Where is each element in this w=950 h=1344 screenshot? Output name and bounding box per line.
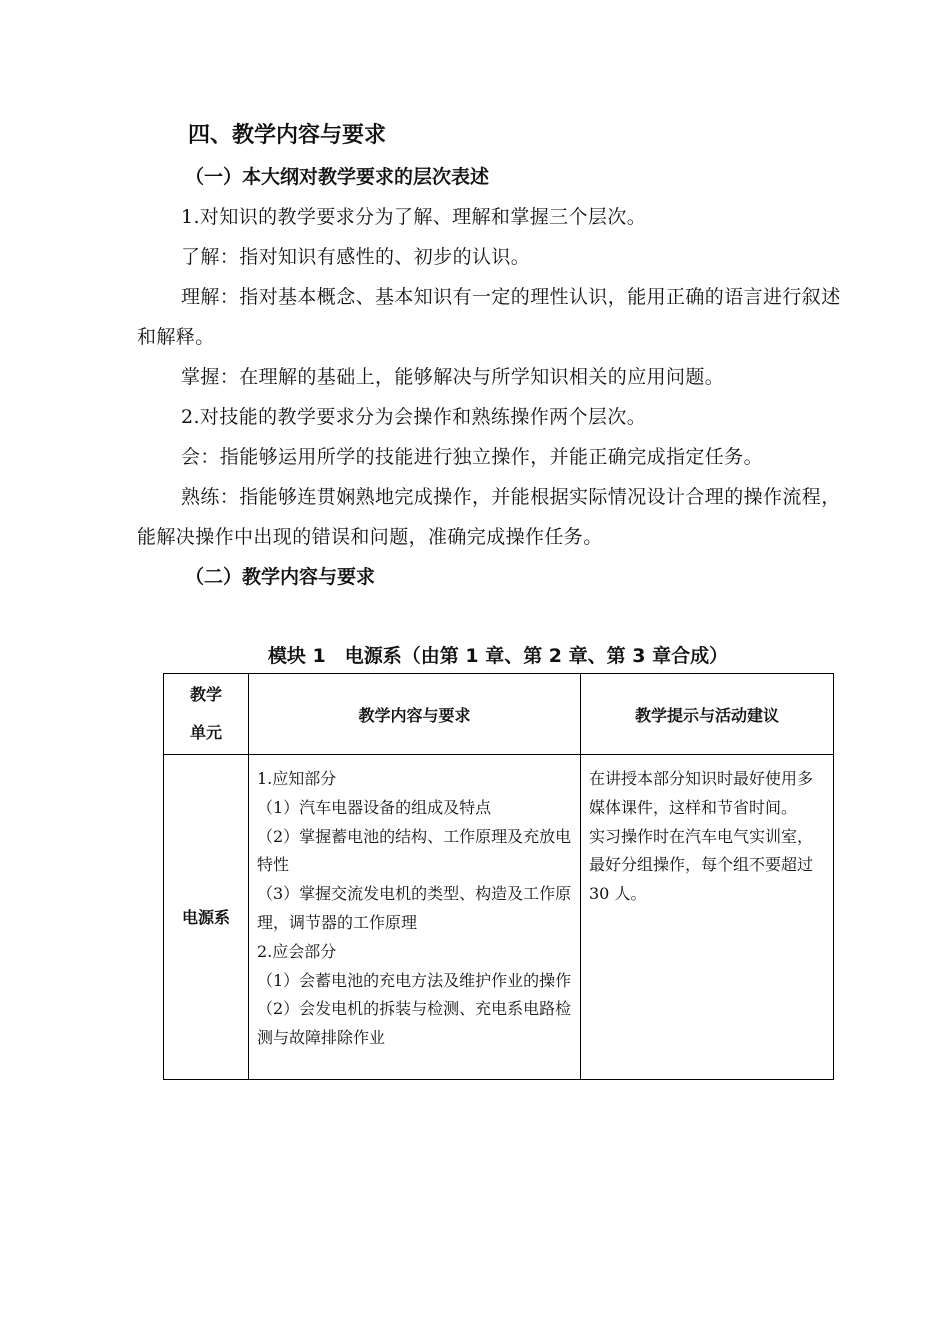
- paragraph-can-operate: 会：指能够运用所学的技能进行独立操作，并能正确完成指定任务。: [181, 446, 764, 468]
- header-content-requirements: 教学内容与要求: [249, 674, 581, 755]
- header-unit-line1: 教学: [189, 685, 222, 704]
- header-teaching-unit: [164, 674, 249, 755]
- tips-line: 在讲授本部分知识时最好使用多媒体课件，这样和节省时间。: [589, 769, 814, 817]
- tips-line: 实习操作时在汽车电气实训室，最好分组操作，每个组不要超过 30 人。: [589, 826, 814, 904]
- paragraph-proficient: 熟练：指能够连贯娴熟地完成操作，并能根据实际情况设计合理的操作流程，能解决操作中出现的错误和问题，准确完成操作任务。: [137, 486, 841, 548]
- tips-cell: [581, 755, 834, 1080]
- subsection-heading-content: （二）教学内容与要求: [185, 566, 376, 588]
- table-row: [164, 755, 834, 1080]
- header-teaching-tips: 教学提示与活动建议: [581, 674, 834, 755]
- header-unit-line2: 单元: [189, 723, 222, 742]
- paragraph-understand-basic: 了解：指对知识有感性的、初步的认识。: [181, 246, 531, 268]
- content-line: （1）汽车电器设备的组成及特点: [257, 797, 492, 817]
- unit-cell: 电源系: [164, 755, 249, 1080]
- paragraph-skill-levels: 2.对技能的教学要求分为会操作和熟练操作两个层次。: [181, 406, 647, 428]
- content-line: 2.应会部分: [257, 941, 337, 961]
- subsection-heading-levels: （一）本大纲对教学要求的层次表述: [185, 166, 490, 188]
- table-header-row: [164, 674, 834, 755]
- table-caption: 模块 1 电源系（由第 1 章、第 2 章、第 3 章合成）: [267, 645, 729, 667]
- content-line: （2）掌握蓄电池的结构、工作原理及充放电特性: [257, 826, 572, 875]
- module-table: [163, 673, 834, 1080]
- paragraph-master: 掌握：在理解的基础上，能够解决与所学知识相关的应用问题。: [181, 366, 725, 388]
- content-line: 1.应知部分: [257, 769, 337, 788]
- content-line: （2）会发电机的拆装与检测、充电系电路检测与故障排除作业: [257, 999, 572, 1048]
- content-line: （1）会蓄电池的充电方法及维护作业的操作: [257, 970, 572, 990]
- paragraph-knowledge-levels: 1.对知识的教学要求分为了解、理解和掌握三个层次。: [181, 206, 647, 228]
- content-line: （3）掌握交流发电机的类型、构造及工作原理，调节器的工作原理: [257, 884, 572, 932]
- paragraph-comprehend: 理解：指对基本概念、基本知识有一定的理性认识，能用正确的语言进行叙述和解释。: [137, 286, 841, 348]
- section-title: 四、教学内容与要求: [188, 123, 387, 148]
- content-cell: [249, 755, 581, 1080]
